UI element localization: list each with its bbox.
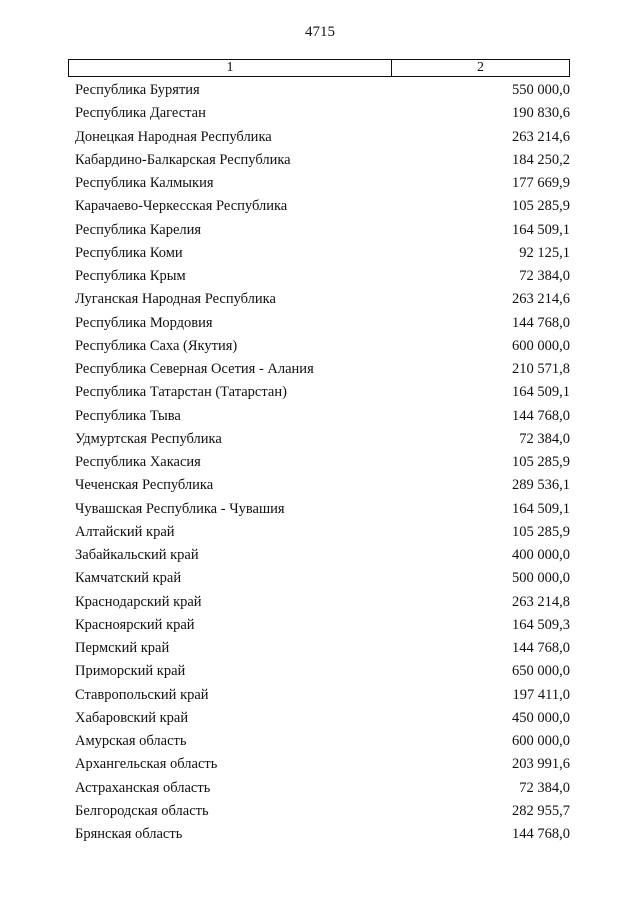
table-row <box>0 614 640 637</box>
table-row <box>0 312 640 335</box>
table-body <box>0 79 640 846</box>
region-name: Республика Татарстан (Татарстан) <box>75 384 287 401</box>
region-name: Ставропольский край <box>75 686 209 703</box>
table-row <box>0 335 640 358</box>
amount-value: 263 214,6 <box>512 291 570 308</box>
region-name: Амурская область <box>75 733 187 749</box>
table-row <box>0 823 640 846</box>
amount-value: 164 509,1 <box>512 500 570 517</box>
table-row <box>0 79 640 102</box>
amount-value: 105 285,9 <box>512 523 570 540</box>
amount-value: 144 768,0 <box>512 640 570 656</box>
amount-value: 177 669,9 <box>512 175 570 191</box>
table-row <box>0 753 640 776</box>
amount-value: 184 250,2 <box>512 151 570 168</box>
table-row <box>0 126 640 149</box>
table-row <box>0 707 640 730</box>
region-name: Республика Тыва <box>75 407 181 424</box>
table-row <box>0 498 640 521</box>
table-row <box>0 172 640 195</box>
column-header-1: 1 <box>69 60 392 76</box>
region-name: Брянская область <box>75 826 183 842</box>
region-name: Краснодарский край <box>75 593 202 610</box>
region-name: Республика Крым <box>75 268 186 284</box>
region-name: Республика Северная Осетия - Алания <box>75 361 314 377</box>
amount-value: 72 384,0 <box>519 779 570 796</box>
amount-value: 650 000,0 <box>512 663 570 680</box>
amount-value: 144 768,0 <box>512 314 570 331</box>
amount-value: 197 411,0 <box>512 686 570 703</box>
table-row <box>0 219 640 242</box>
table-row <box>0 242 640 265</box>
amount-value: 263 214,8 <box>512 593 570 610</box>
amount-value: 500 000,0 <box>512 570 570 587</box>
region-name: Республика Дагестан <box>75 105 206 122</box>
region-name: Белгородская область <box>75 802 209 819</box>
region-name: Республика Карелия <box>75 221 202 238</box>
region-name: Приморский край <box>75 663 186 680</box>
amount-value: 190 830,6 <box>512 105 570 122</box>
table-row <box>0 149 640 172</box>
region-name: Кабардино-Балкарская Республика <box>75 151 291 168</box>
region-name: Красноярский край <box>75 616 195 633</box>
amount-value: 600 000,0 <box>512 733 570 749</box>
table-row <box>0 102 640 125</box>
amount-value: 210 571,8 <box>512 361 570 377</box>
amount-value: 164 509,3 <box>512 616 570 633</box>
table-row <box>0 288 640 311</box>
table-row <box>0 428 640 451</box>
table-row <box>0 405 640 428</box>
table-row <box>0 567 640 590</box>
amount-value: 144 768,0 <box>512 407 570 424</box>
region-name: Чеченская Республика <box>75 477 214 494</box>
amount-value: 263 214,6 <box>512 128 570 145</box>
region-name: Астраханская область <box>75 779 211 796</box>
amount-value: 282 955,7 <box>512 802 570 819</box>
region-name: Республика Хакасия <box>75 454 201 470</box>
amount-value: 600 000,0 <box>512 337 570 354</box>
region-name: Республика Мордовия <box>75 314 213 331</box>
region-name: Архангельская область <box>75 756 218 773</box>
region-name: Чувашская Республика - Чувашия <box>75 500 285 517</box>
amount-value: 450 000,0 <box>512 709 570 726</box>
region-name: Забайкальский край <box>75 547 199 563</box>
region-name: Хабаровский край <box>75 709 189 726</box>
amount-value: 72 384,0 <box>519 268 570 284</box>
region-name: Пермский край <box>75 640 170 656</box>
amount-value: 72 384,0 <box>519 430 570 447</box>
table-header <box>68 59 570 77</box>
amount-value: 92 125,1 <box>519 244 570 261</box>
region-name: Республика Калмыкия <box>75 175 214 191</box>
page-number: 4715 <box>305 24 335 40</box>
region-name: Донецкая Народная Республика <box>75 128 272 145</box>
table-row <box>0 684 640 707</box>
table-row <box>0 451 640 474</box>
region-name: Республика Саха (Якутия) <box>75 337 238 354</box>
amount-value: 289 536,1 <box>512 477 570 494</box>
column-header-2: 2 <box>477 60 484 75</box>
region-name: Республика Бурятия <box>75 82 200 98</box>
table-row <box>0 265 640 288</box>
amount-value: 400 000,0 <box>512 547 570 563</box>
region-name: Удмуртская Республика <box>75 430 222 447</box>
table-row <box>0 544 640 567</box>
table-row <box>0 521 640 544</box>
region-name: Алтайский край <box>75 523 175 540</box>
table-row <box>0 195 640 218</box>
table-row <box>0 637 640 660</box>
amount-value: 164 509,1 <box>512 221 570 238</box>
table-row <box>0 358 640 381</box>
table-row <box>0 474 640 497</box>
amount-value: 203 991,6 <box>512 756 570 773</box>
table-row <box>0 591 640 614</box>
table-row <box>0 660 640 683</box>
table-row <box>0 800 640 823</box>
table-row <box>0 777 640 800</box>
region-name: Камчатский край <box>75 570 182 587</box>
amount-value: 144 768,0 <box>512 826 570 842</box>
region-name: Луганская Народная Республика <box>75 291 276 308</box>
table-row <box>0 381 640 404</box>
table-row <box>0 730 640 753</box>
region-name: Карачаево-Черкесская Республика <box>75 198 288 215</box>
amount-value: 105 285,9 <box>512 454 570 470</box>
amount-value: 164 509,1 <box>512 384 570 401</box>
amount-value: 105 285,9 <box>512 198 570 215</box>
amount-value: 550 000,0 <box>512 82 570 98</box>
region-name: Республика Коми <box>75 244 183 261</box>
